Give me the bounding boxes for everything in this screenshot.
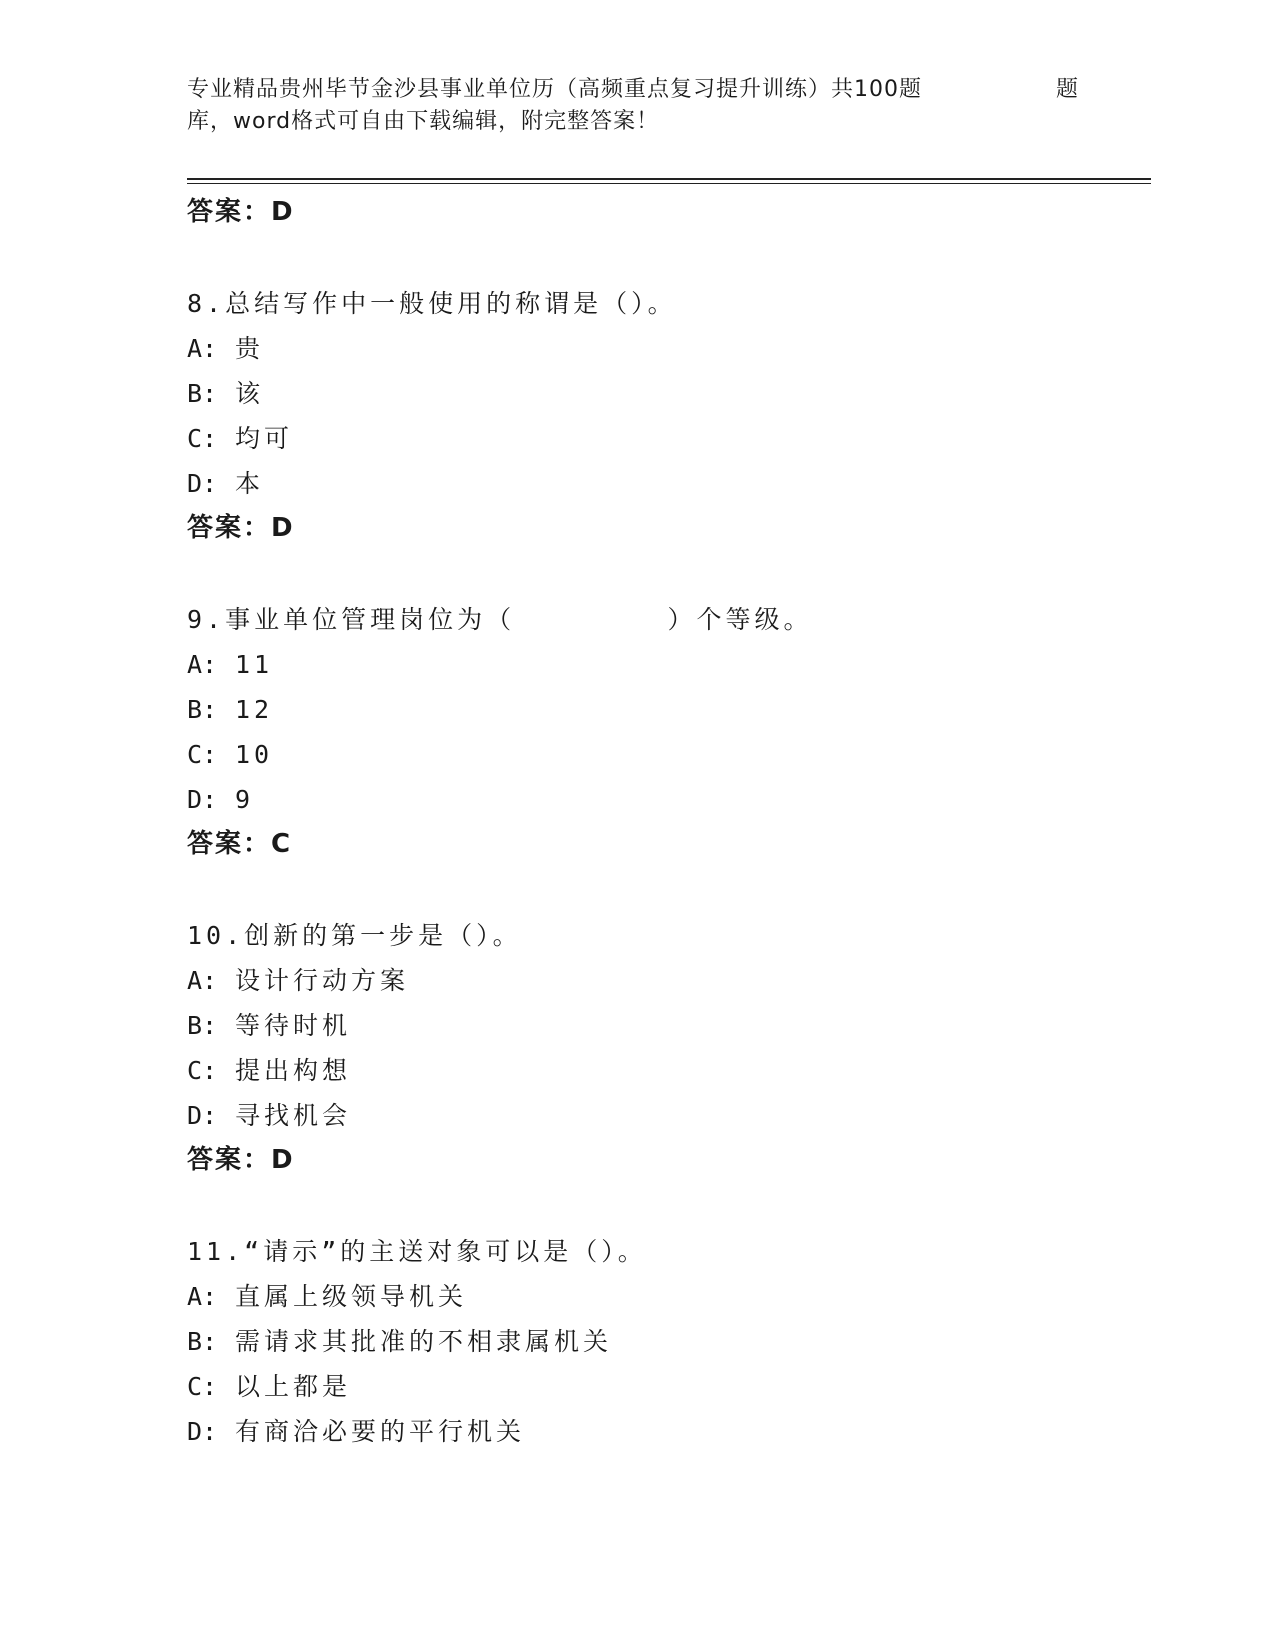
option-text: 本 [235,469,265,498]
option-a [187,642,1147,687]
option-text: 以上都是 [235,1372,352,1401]
option-label: A: [187,650,218,679]
question-9 [187,597,1147,867]
question-answer: 答案：D [187,1145,295,1175]
option-text: 9 [235,785,255,814]
question-11 [187,1229,1147,1454]
option-label: D: [187,1417,218,1446]
document-header [187,74,1087,138]
option-b [187,371,1147,416]
question-stem: 10.创新的第一步是（）。 [187,921,522,950]
option-label: D: [187,1101,218,1130]
option-a [187,958,1147,1003]
previous-answer: 答案：D [187,197,295,227]
option-label: C: [187,1372,218,1401]
option-label: B: [187,695,218,724]
question-stem: 9.事业单位管理岗位为（ ）个等级。 [187,605,813,634]
option-c [187,416,1147,461]
option-a [187,1274,1147,1319]
option-text: 贵 [235,334,265,363]
header-divider-thick [187,178,1151,180]
option-label: A: [187,966,218,995]
option-label: C: [187,1056,218,1085]
option-text: 均可 [235,424,294,453]
option-c [187,1048,1147,1093]
question-stem: 8.总结写作中一般使用的称谓是（）。 [187,289,677,318]
option-label: D: [187,469,218,498]
question-stem: 11.“请示”的主送对象可以是（）。 [187,1237,647,1266]
option-text: 直属上级领导机关 [235,1282,468,1311]
spacer [187,551,1147,597]
header-divider-thin [187,183,1151,184]
option-c [187,732,1147,777]
option-label: A: [187,334,218,363]
spacer [187,235,1147,281]
option-label: B: [187,1327,218,1356]
option-text: 10 [235,740,274,769]
option-label: C: [187,740,218,769]
option-label: A: [187,1282,218,1311]
option-text: 提出构想 [235,1056,352,1085]
option-label: C: [187,424,218,453]
option-d [187,1409,1147,1454]
option-text: 等待时机 [235,1011,352,1040]
option-b [187,1319,1147,1364]
option-c [187,1364,1147,1409]
question-8 [187,281,1147,551]
option-d [187,461,1147,506]
header-title-line-1: 专业精品贵州毕节金沙县事业单位历（高频重点复习提升训练）共100题 [187,77,922,102]
header-title-line-1-tail: 题 [1056,77,1080,102]
option-text: 需请求其批准的不相隶属机关 [235,1327,613,1356]
option-text: 12 [235,695,274,724]
question-answer: 答案：C [187,829,293,859]
question-10 [187,913,1147,1183]
option-label: B: [187,1011,218,1040]
option-text: 设计行动方案 [235,966,410,995]
spacer [187,867,1147,913]
option-text: 11 [235,650,274,679]
option-b [187,1003,1147,1048]
header-title-line-2: 库，word格式可自由下载编辑，附完整答案！ [187,109,660,134]
option-text: 寻找机会 [235,1101,352,1130]
option-label: D: [187,785,218,814]
option-d [187,1093,1147,1138]
option-b [187,687,1147,732]
option-text: 该 [235,379,265,408]
spacer [187,1183,1147,1229]
option-label: B: [187,379,218,408]
question-answer: 答案：D [187,513,295,543]
option-a [187,326,1147,371]
option-text: 有商洽必要的平行机关 [235,1417,526,1446]
question-content [187,190,1147,1454]
option-d [187,777,1147,822]
